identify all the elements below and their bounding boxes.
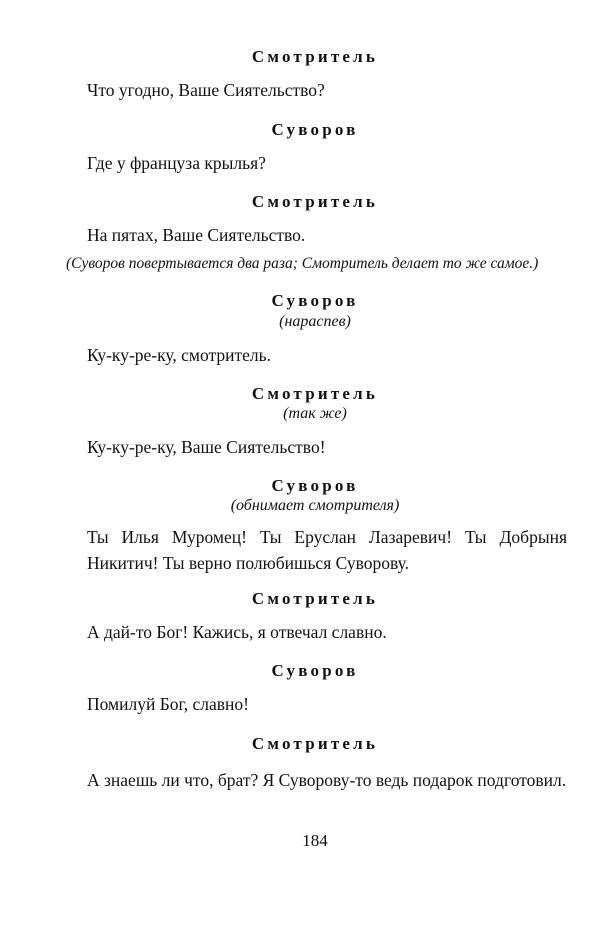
dialogue-line: Где у француза крылья? xyxy=(87,153,266,173)
speaker-direction: (так же) xyxy=(283,405,347,422)
page-number: 184 xyxy=(302,831,328,850)
speaker-keeper: Смотритель xyxy=(251,384,379,403)
dialogue-paragraph: Ты Илья Муромец! Ты Еруслан Лазаревич! Ты Добрыня Никитич! Ты верно полюбишься Суворову. xyxy=(87,527,567,573)
speaker-suvorov: Суворов xyxy=(271,120,359,139)
dialogue-line: А дай-то Бог! Кажись, я отвечал славно. xyxy=(87,622,387,642)
speaker-direction: (нараспев) xyxy=(279,313,351,330)
speaker-keeper: Смотритель xyxy=(251,589,379,608)
speaker-keeper: Смотритель xyxy=(251,192,379,211)
speaker-direction: (обнимает смотрителя) xyxy=(230,497,400,514)
speaker-suvorov: Суворов xyxy=(271,291,359,310)
speaker-keeper: Смотритель xyxy=(251,47,379,66)
stage-direction: (Суворов повертывается два раза; Смотритель делает то же самое.) xyxy=(66,255,539,272)
dialogue-paragraph: А знаешь ли что, брат? Я Суворову-то ведь подарок подготовил. xyxy=(87,770,567,790)
dialogue-line: Что угодно, Ваше Сиятельство? xyxy=(87,80,325,100)
dialogue-line: Ку-ку-ре-ку, смотритель. xyxy=(87,345,271,365)
dialogue-line: Ку-ку-ре-ку, Ваше Сиятельство! xyxy=(87,437,326,457)
dialogue-line: На пятах, Ваше Сиятельство. xyxy=(87,225,306,245)
speaker-keeper: Смотритель xyxy=(251,734,379,753)
speaker-suvorov: Суворов xyxy=(271,661,359,680)
speaker-suvorov: Суворов xyxy=(271,476,359,495)
dialogue-line: Помилуй Бог, славно! xyxy=(87,694,249,714)
